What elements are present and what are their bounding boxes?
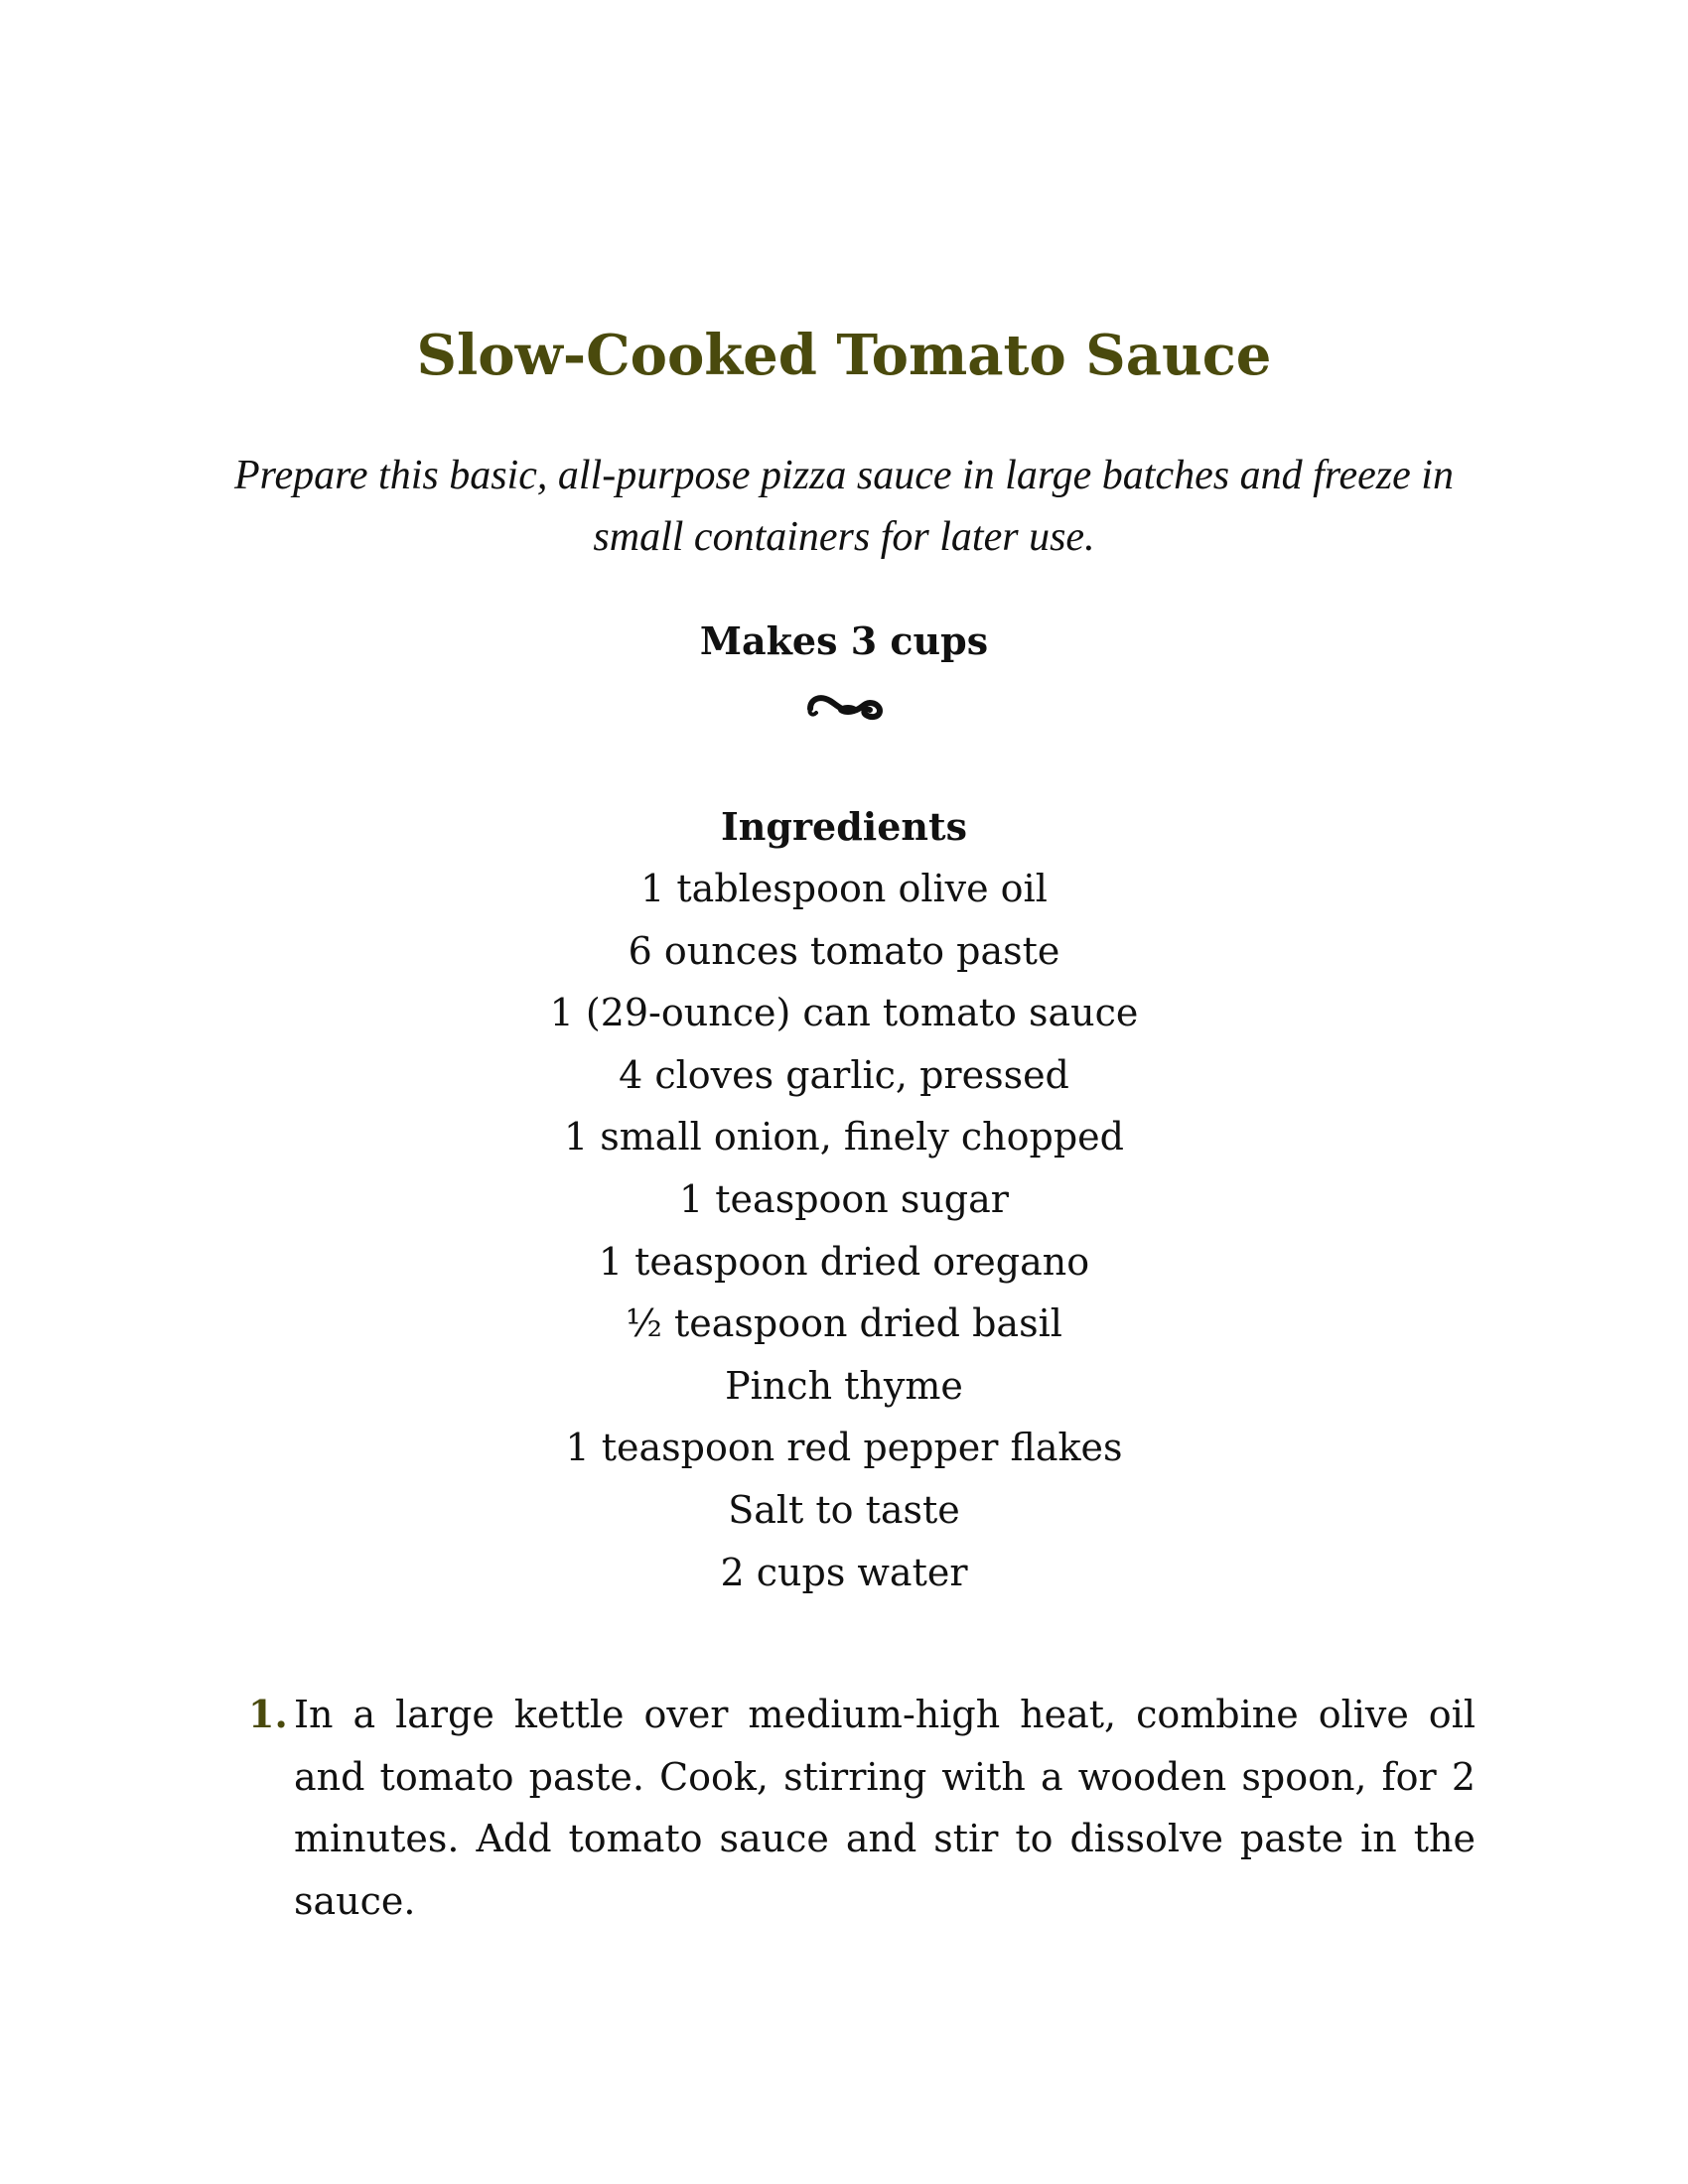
ingredient-list [0,858,1688,1603]
step-number: 1. [248,1692,288,1736]
swash-ornament-icon [804,683,884,727]
ingredient-item: Salt to taste [728,1487,960,1532]
ingredient-item: Pinch thyme [725,1363,963,1408]
recipe-yield: Makes 3 cups [699,618,989,663]
instruction-steps [248,1684,1476,1932]
ingredient-item: 1 teaspoon sugar [679,1176,1009,1221]
ingredient-item: 1 tablespoon olive oil [640,867,1048,910]
ingredient-item: 1 (29-ounce) can tomato sauce [549,991,1139,1035]
ingredients-heading: Ingredients [721,804,967,849]
step-text: In a large kettle over medium-high heat, combine olive oil and tomato paste. Cook, stirring with a wooden spoon, for 2 minutes. Add tomato sauce and stir to dissolve paste in the sauce. [294,1693,1476,1923]
ingredient-item: 4 cloves garlic, pressed [619,1052,1069,1097]
ingredient-item: ½ teaspoon dried basil [626,1301,1062,1346]
instruction-step [248,1684,1476,1932]
recipe-title: Slow-Cooked Tomato Sauce [416,323,1272,388]
ingredient-item: 1 small onion, finely chopped [564,1115,1124,1160]
ingredient-item: 6 ounces tomato paste [628,928,1060,973]
ingredient-item: 1 teaspoon red pepper flakes [565,1426,1123,1470]
ingredient-item: 1 teaspoon dried oregano [598,1239,1090,1284]
ingredient-item: 2 cups water [720,1550,968,1594]
recipe-intro: Prepare this basic, all-purpose pizza sauce in large batches and freeze in small containers for later use. [234,453,1454,560]
